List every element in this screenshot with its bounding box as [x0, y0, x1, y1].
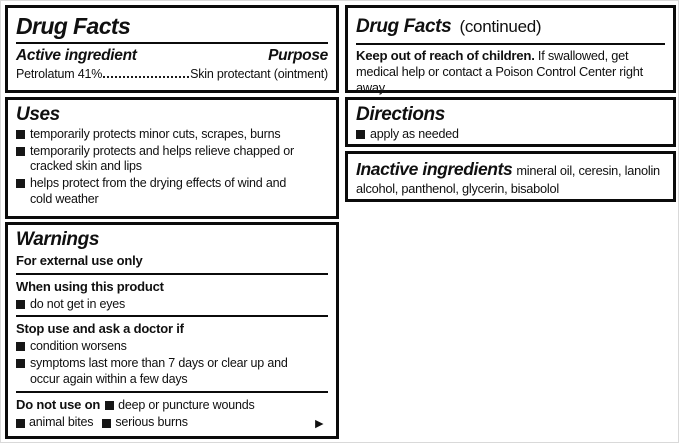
do-not-use-row [16, 397, 328, 414]
drug-facts-title: Drug Facts [16, 13, 131, 39]
ingredient-purpose: Skin protectant (ointment) [190, 67, 328, 82]
inactive-ingredients-list: mineral oil, ceresin, lanolin alcohol, panthenol, glycerin, bisabolol [356, 163, 660, 196]
square-bullet-icon [16, 342, 25, 351]
active-ingredient-label: Active ingredient [16, 47, 137, 65]
square-bullet-icon [102, 419, 111, 428]
do-not-use-item: serious burns [115, 415, 188, 430]
do-not-use-item: animal bites [29, 415, 94, 430]
directions-box [345, 97, 676, 147]
square-bullet-icon [16, 147, 25, 156]
keep-out-rest: If swallowed, get medical help or contact a Poison Control Center right away. [356, 47, 643, 96]
warnings-box [5, 222, 339, 439]
square-bullet-icon [105, 401, 114, 410]
when-using-bullet-text: do not get in eyes [30, 296, 126, 311]
active-ingredient-header-row [16, 47, 328, 65]
uses-bullet-text: helps protect from the drying effects of wind and cold weather [30, 176, 287, 206]
do-not-use-label: Do not use on [16, 396, 101, 412]
continued-arrow-icon: ► [312, 414, 326, 431]
do-not-use-row2 [16, 414, 328, 430]
square-bullet-icon [16, 359, 25, 368]
external-use-line: For external use only [16, 252, 143, 268]
divider [16, 273, 328, 275]
ingredient-name: Petrolatum 41% [16, 67, 103, 82]
square-bullet-icon [16, 300, 25, 309]
stop-use-bullet [16, 356, 328, 388]
inactive-ingredients-box [345, 151, 676, 202]
divider [16, 315, 328, 317]
divider [16, 42, 328, 44]
divider [16, 391, 328, 393]
when-using-bullet [16, 297, 328, 313]
square-bullet-icon [16, 130, 25, 139]
stop-use-bullet-text: condition worsens [30, 339, 127, 354]
stop-use-bullet [16, 339, 328, 355]
keep-out-bold: Keep out of reach of children. [356, 47, 535, 63]
uses-box [5, 97, 339, 219]
do-not-use-item: deep or puncture wounds [118, 397, 255, 412]
inactive-ingredients-title: Inactive ingredients [356, 159, 513, 179]
when-using-label: When using this product [16, 278, 164, 294]
drug-facts-continued-title-row [356, 12, 665, 38]
uses-bullet [16, 176, 328, 208]
keep-out-of-reach-text [356, 48, 665, 96]
uses-title: Uses [16, 104, 60, 125]
square-bullet-icon [356, 130, 365, 139]
continued-suffix: (continued) [459, 17, 542, 36]
uses-bullet-text: temporarily protects and helps relieve chapped or cracked skin and lips [30, 143, 294, 174]
square-bullet-icon [16, 419, 25, 428]
drug-facts-header-box [5, 5, 339, 93]
square-bullet-icon [16, 179, 25, 188]
directions-bullet-text: apply as needed [370, 126, 459, 141]
drug-facts-continued-title: Drug Facts [356, 16, 452, 37]
uses-bullet [16, 144, 328, 176]
uses-bullet [16, 127, 328, 143]
dotted-leader [103, 76, 189, 78]
purpose-label: Purpose [268, 47, 328, 65]
stop-use-label: Stop use and ask a doctor if [16, 321, 184, 337]
divider [356, 43, 665, 45]
uses-bullet-text: temporarily protects minor cuts, scrapes, burns [30, 126, 281, 141]
stop-use-bullet-text: symptoms last more than 7 days or clear up and occur again within a few days [30, 356, 288, 386]
warnings-title: Warnings [16, 229, 100, 250]
ingredient-row [16, 66, 328, 82]
directions-bullet [356, 127, 665, 143]
drug-facts-continued-box [345, 5, 676, 96]
directions-title: Directions [356, 104, 445, 125]
inactive-ingredients-text [356, 158, 665, 197]
